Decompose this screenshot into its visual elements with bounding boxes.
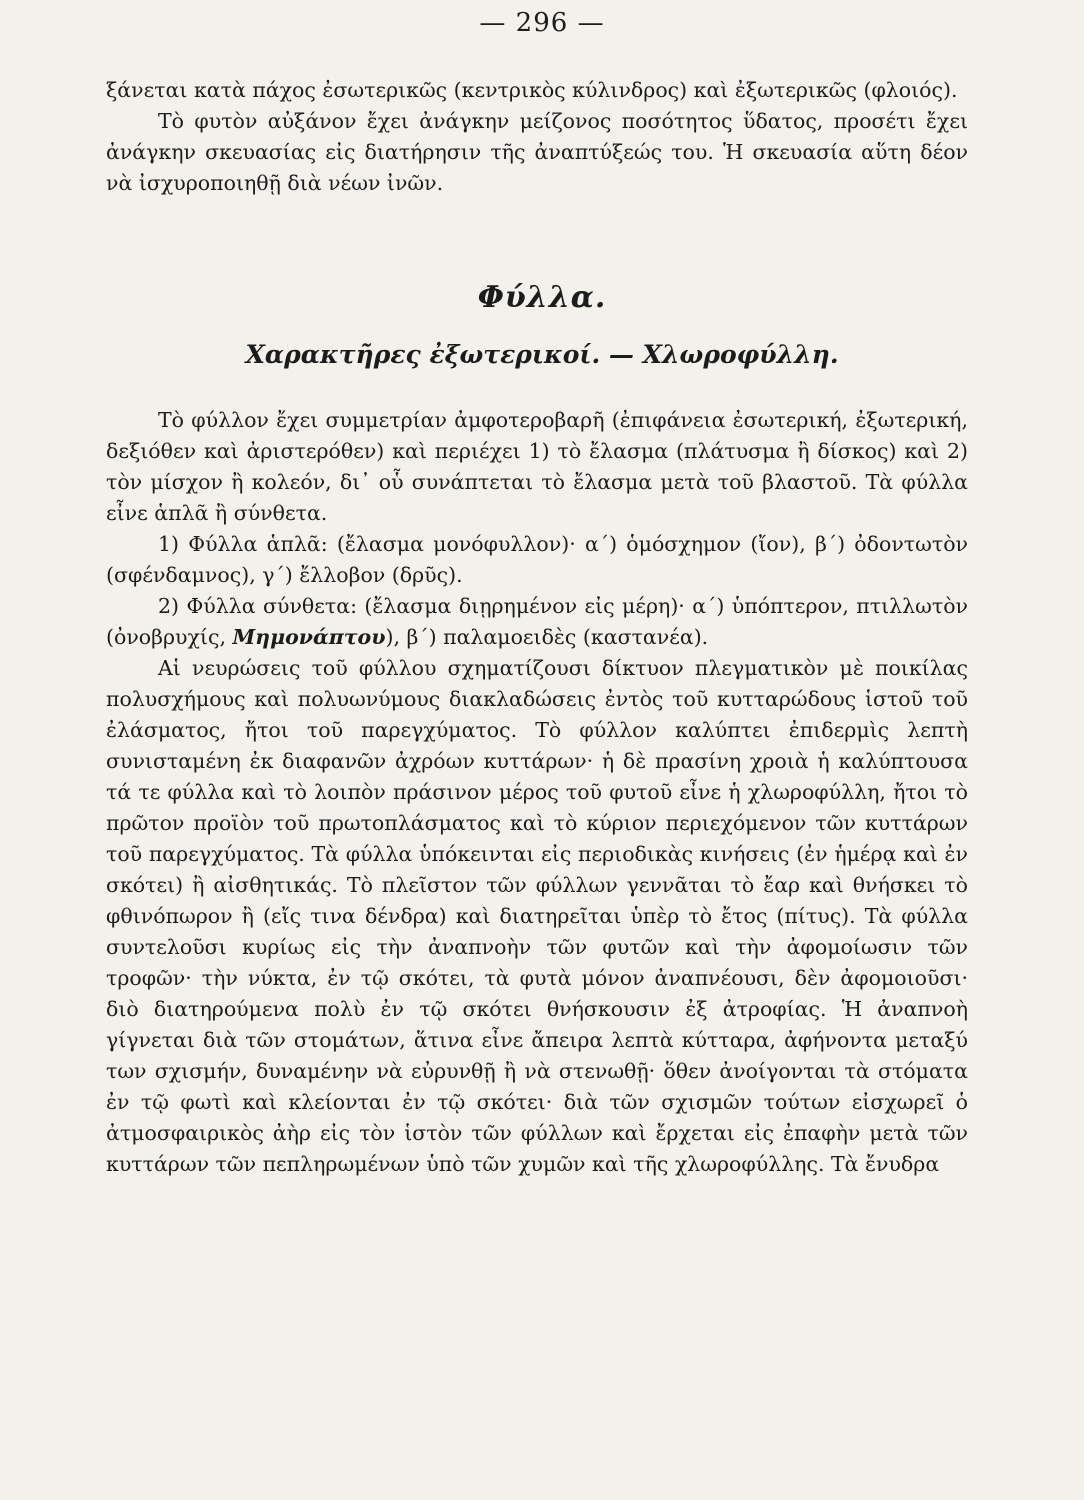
- main-text: [106, 405, 968, 1180]
- text-run: 2) Φύλλα σύνθετα: (ἔλασμα διῃρημένον εἰς μέρη)· α΄) ὑπόπτερον, πτιλλωτὸν (ὀνοβρυχίς,: [106, 594, 968, 649]
- paragraph: [106, 591, 968, 653]
- text-run: ), β΄) παλαμοειδὲς (καστανέα).: [385, 625, 709, 649]
- subsection-title: Χαρακτῆρες ἐξωτερικοί. — Χλωροφύλλη.: [245, 340, 839, 369]
- paragraph: ξάνεται κατὰ πάχος ἐσωτερικῶς (κεντρικὸς κύλινδρος) καὶ ἐξωτερικῶς (φλοιός).: [106, 78, 958, 102]
- paragraph: Τὸ φυτὸν αὐξάνον ἔχει ἀνάγκην μείζονος ποσότητος ὕδατος, προσέτι ἔχει ἀνάγκην σκευασίας εἰς διατήρησιν τῆς ἀναπτύξεώς του. Ἡ σκευασία αὕτη δέον νὰ ἰσχυροποιηθῇ διὰ νέων ἰνῶν.: [106, 109, 968, 195]
- section-title: Φύλλα.: [477, 280, 607, 315]
- bold-term: Μημονάπτου: [232, 625, 386, 649]
- paragraph: Αἱ νευρώσεις τοῦ φύλλου σχηματίζουσι δίκτυον πλεγματικὸν μὲ ποικίλας πολυσχήμους καὶ πολυωνύμους διακλαδώσεις ἐντὸς τοῦ κυτταρώδους ἱστοῦ τοῦ ἐλάσματος, ἤτοι τοῦ παρεγχύματος. Τὸ φύλλον καλύπτει ἐπιδερμὶς λεπτὴ συνισταμένη ἐκ διαφανῶν ἀχρόων κυττάρων· ἡ δὲ πρασίνη χροιὰ ἡ καλύπτουσα τά τε φύλλα καὶ τὸ λοιπὸν πράσινον μέρος τοῦ φυτοῦ εἶνε ἡ χλωροφύλλη, ἤτοι τὸ πρῶτον προϊὸν τοῦ πρωτοπλάσματος καὶ τὸ κύριον περιεχόμενον τῶν κυττάρων τοῦ παρεγχύματος. Τὰ φύλλα ὑπόκεινται εἰς περιοδικὰς κινήσεις (ἐν ἡμέρᾳ καὶ ἐν σκότει) ἢ αἰσθητικάς. Τὸ πλεῖστον τῶν φύλλων γεννᾶται τὸ ἔαρ καὶ θνήσκει τὸ φθινόπωρον ἢ (εἴς τινα δένδρα) καὶ διατηρεῖται ὑπὲρ τὸ ἔτος (πίτυς). Τὰ φύλλα συντελοῦσι κυρίως εἰς τὴν ἀναπνοὴν τῶν φυτῶν καὶ τὴν ἀφομοίωσιν τῶν τροφῶν· τὴν νύκτα, ἐν τῷ σκότει, τὰ φυτὰ μόνον ἀναπνέουσι, δὲν ἀφομοιοῦσι· διὸ διατηρούμενα πολὺ ἐν τῷ σκότει θνήσκουσιν ἐξ ἀτροφίας. Ἡ ἀναπνοὴ γίγνεται διὰ τῶν στομάτων, ἅτινα εἶνε ἄπειρα λεπτὰ κύτταρα, ἀφήνοντα μεταξύ των σχισμήν, δυναμένην νὰ εὐρυνθῇ ἢ νὰ στενωθῇ· ὅθεν ἀνοίγονται τὰ στόματα ἐν τῷ φωτὶ καὶ κλείονται ἐν τῷ σκότει· διὰ τῶν σχισμῶν τούτων εἰσχωρεῖ ὁ ἀτμοσφαιρικὸς ἀὴρ εἰς τὸν ἱστὸν τῶν φύλλων καὶ ἔρχεται εἰς ἐπαφὴν μετὰ τῶν κυττάρων τῶν πεπληρωμένων ὑπὸ τῶν χυμῶν καὶ τῆς χλωροφύλλης. Τὰ ἔνυδρα: [106, 656, 968, 1176]
- intro-text: [106, 75, 968, 199]
- paragraph: Τὸ φύλλον ἔχει συμμετρίαν ἀμφοτεροβαρῆ (ἐπιφάνεια ἐσωτερική, ἐξωτερική, δεξιόθεν καὶ ἀριστερόθεν) καὶ περιέχει 1) τὸ ἔλασμα (πλάτυσμα ἢ δίσκος) καὶ 2) τὸν μίσχον ἢ κολεόν, δι᾽ οὗ συνάπτεται τὸ ἔλασμα μετὰ τοῦ βλαστοῦ. Τὰ φύλλα εἶνε ἁπλᾶ ἢ σύνθετα.: [106, 408, 968, 525]
- paragraph: 1) Φύλλα ἁπλᾶ: (ἔλασμα μονόφυλλον)· α΄) ὁμόσχημον (ἴον), β΄) ὀδοντωτὸν (σφένδαμνος), γ΄) ἔλλοβον (δρῦς).: [106, 532, 968, 587]
- page-number: — 296 —: [479, 8, 605, 38]
